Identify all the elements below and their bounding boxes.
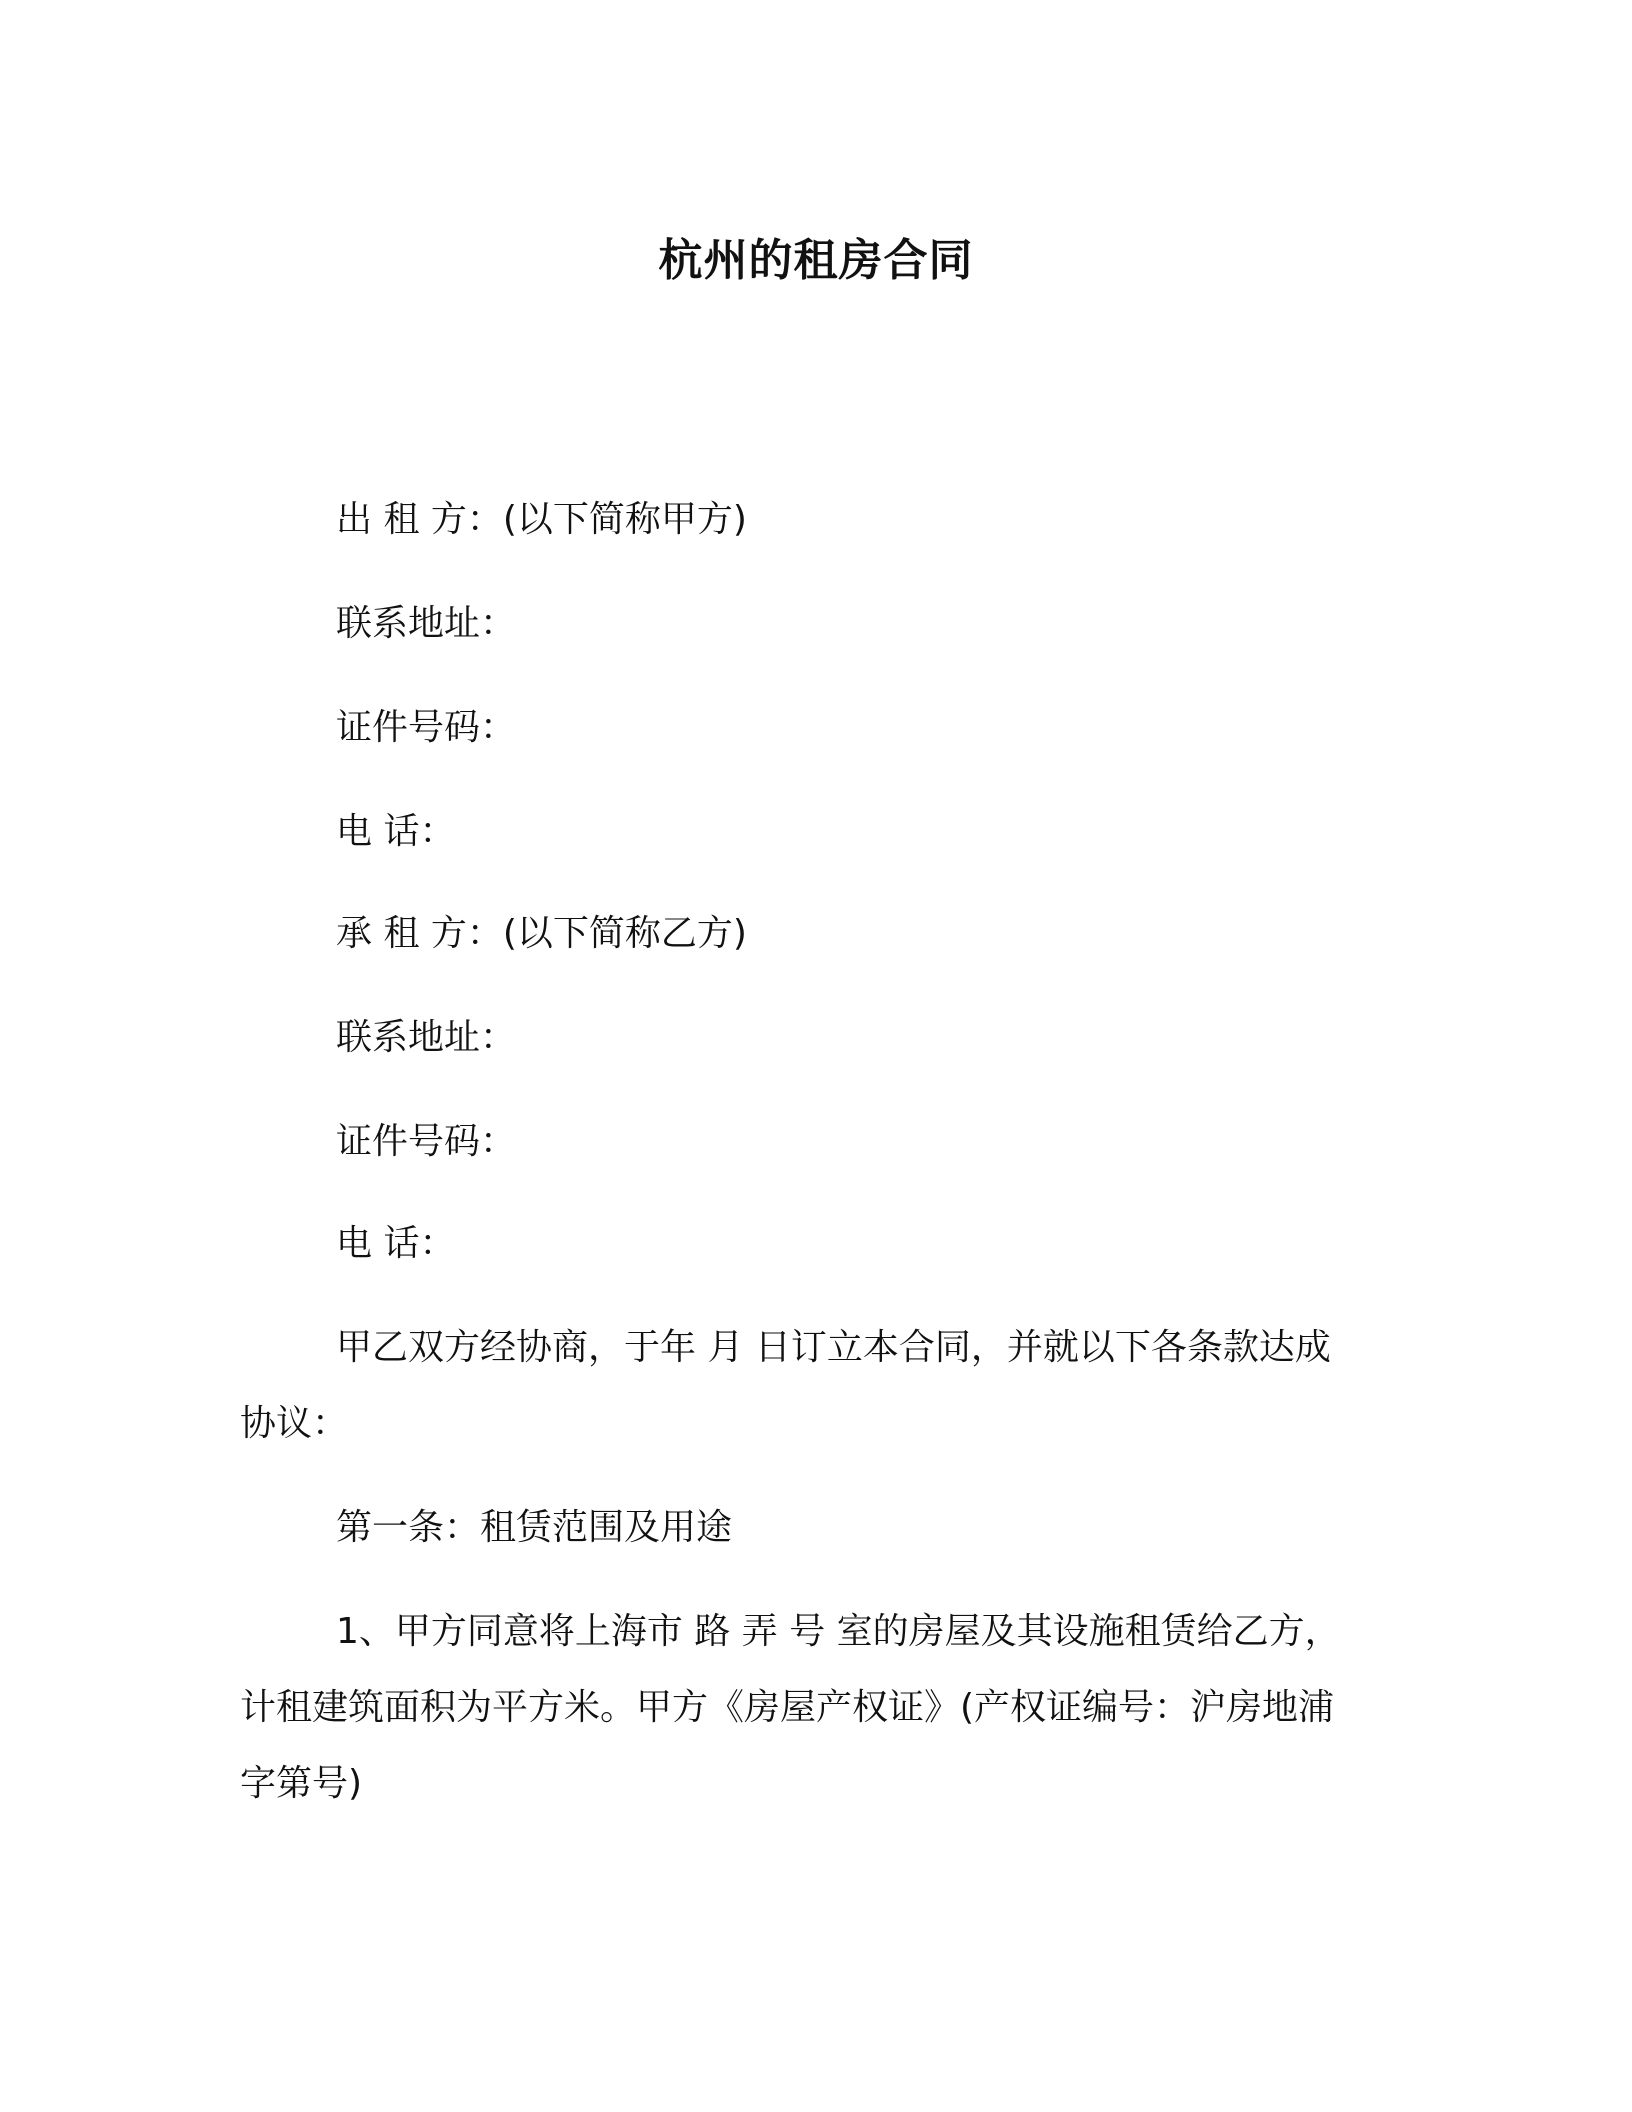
lessee-phone-line: 电 话： [336, 1223, 456, 1264]
clause-1-line-3: 字第号) [240, 1763, 363, 1804]
lessee-address-line: 联系地址： [336, 1017, 517, 1058]
lessee-id-line: 证件号码： [336, 1121, 517, 1162]
lessor-address-line: 联系地址： [336, 603, 517, 644]
lessor-phone-line: 电 话： [336, 811, 456, 852]
document-title: 杭州的租房合同 [658, 235, 974, 286]
lessor-id-line: 证件号码： [336, 707, 517, 748]
lessor-line: 出 租 方：(以下简称甲方) [336, 499, 747, 540]
agreement-paragraph-line-1: 甲乙双方经协商，于年 月 日订立本合同，并就以下各条款达成 [336, 1327, 1331, 1368]
article-one-heading: 第一条：租赁范围及用途 [336, 1507, 733, 1548]
lessee-line: 承 租 方：(以下简称乙方) [336, 913, 747, 954]
clause-1-line-1: 1、甲方同意将上海市 路 弄 号 室的房屋及其设施租赁给乙方， [336, 1611, 1341, 1652]
agreement-paragraph-line-2: 协议： [240, 1403, 349, 1444]
clause-1-line-2: 计租建筑面积为平方米。甲方《房屋产权证》(产权证编号：沪房地浦 [240, 1687, 1335, 1728]
